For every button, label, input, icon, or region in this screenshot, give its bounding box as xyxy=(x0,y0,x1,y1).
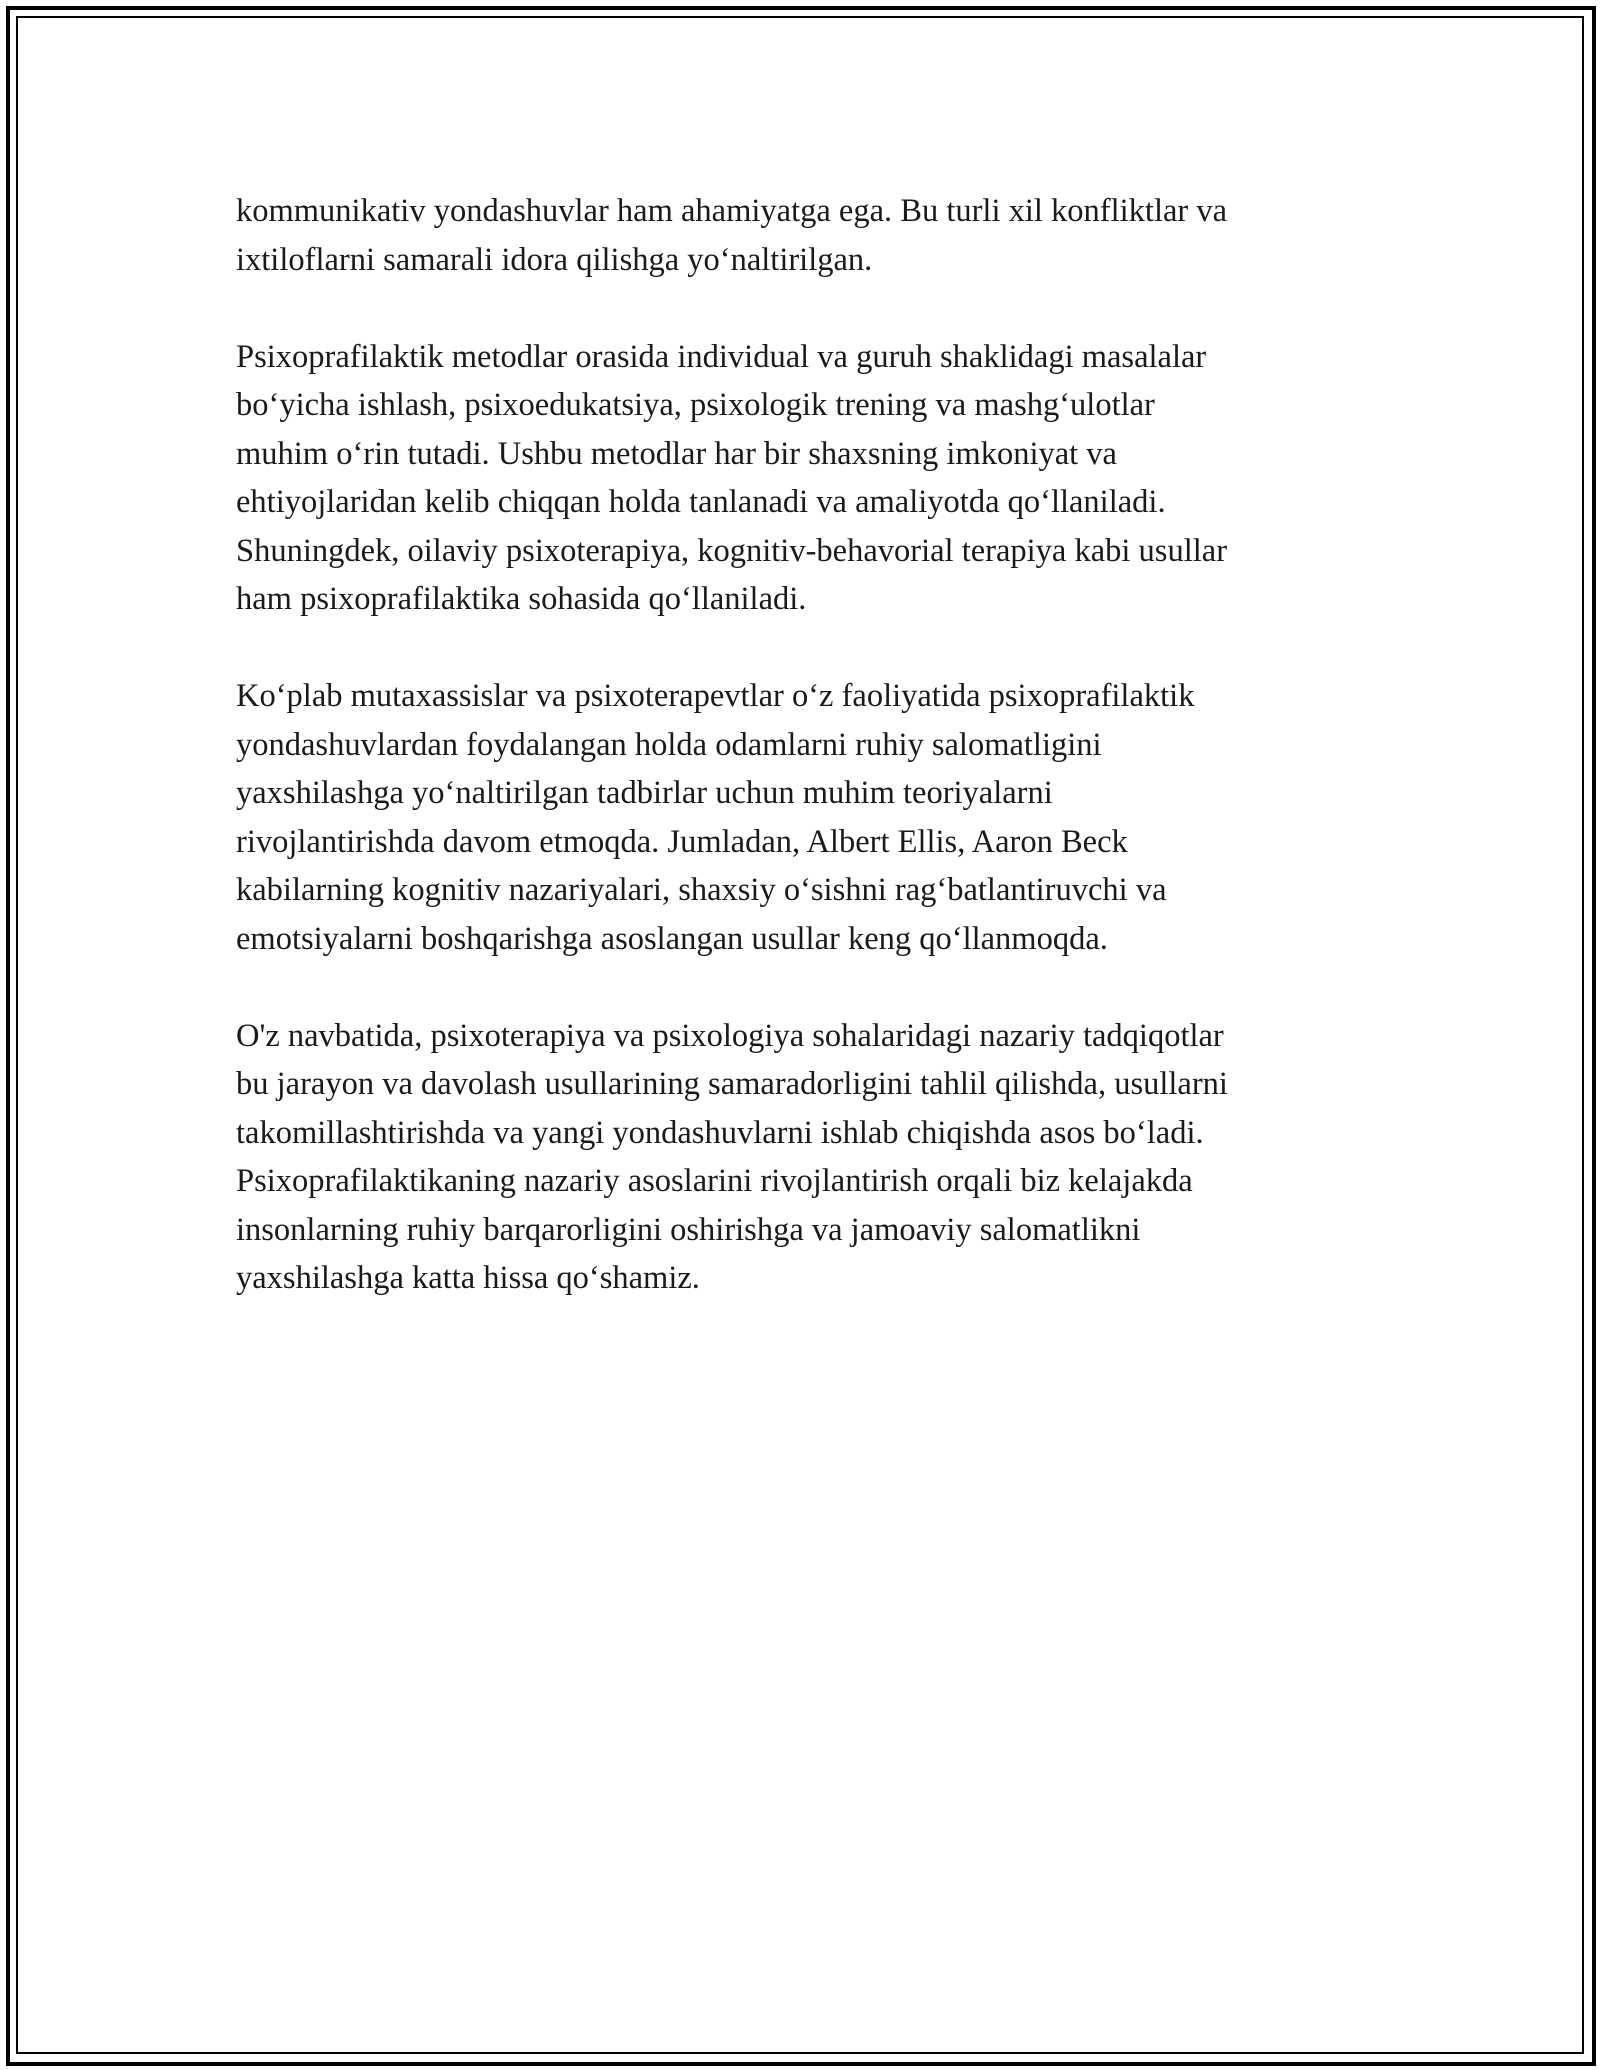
paragraph-4: O'z navbatida, psixoterapiya va psixologiya sohalaridagi nazariy tadqiqotlar bu jarayon va davolash usullarining samaradorligini tahlil qilishda, usullarni takomillashtirishda va yangi yondashuvlarni ishlab chiqishda asos bo‘ladi. Psixoprafilaktikaning nazariy asoslarini rivojlantirish orqali biz kelajakda insonlarning ruhiy barqarorligini oshirishga va jamoaviy salomatlikni yaxshilashga katta hissa qo‘shamiz. xyxy=(236,1017,1228,1296)
paragraph-3: Ko‘plab mutaxassislar va psixoterapevtlar o‘z faoliyatida psixoprafilaktik yondashuvlardan foydalangan holda odamlarni ruhiy salomatligini yaxshilashga yo‘naltirilgan tadbirlar uchun muhim teoriyalarni rivojlantirishda davom etmoqda. Jumladan, Albert Ellis, Aaron Beck kabilarning kognitiv nazariyalari, shaxsiy o‘sishni rag‘batlantiruvchi va emotsiyalarni boshqarishga asoslangan usullar keng qo‘llanmoqda. xyxy=(236,678,1195,957)
paragraph-2: Psixoprafilaktik metodlar orasida individual va guruh shaklidagi masalalar bo‘yicha ishlash, psixoedukatsiya, psixologik trening va mashg‘ulotlar muhim o‘rin tutadi. Ushbu metodlar har bir shaxsning imkoniyat va ehtiyojlaridan kelib chiqqan holda tanlanadi va amaliyotda qo‘llaniladi. Shuningdek, oilaviy psixoterapiya, kognitiv-behavorial terapiya kabi usullar ham psixoprafilaktika sohasida qo‘llaniladi. xyxy=(236,338,1228,617)
document-body xyxy=(236,187,1366,1351)
paragraph-1: kommunikativ yondashuvlar ham ahamiyatga ega. Bu turli xil konfliktlar va ixtiloflarni samarali idora qilishga yo‘naltirilgan. xyxy=(236,193,1228,278)
